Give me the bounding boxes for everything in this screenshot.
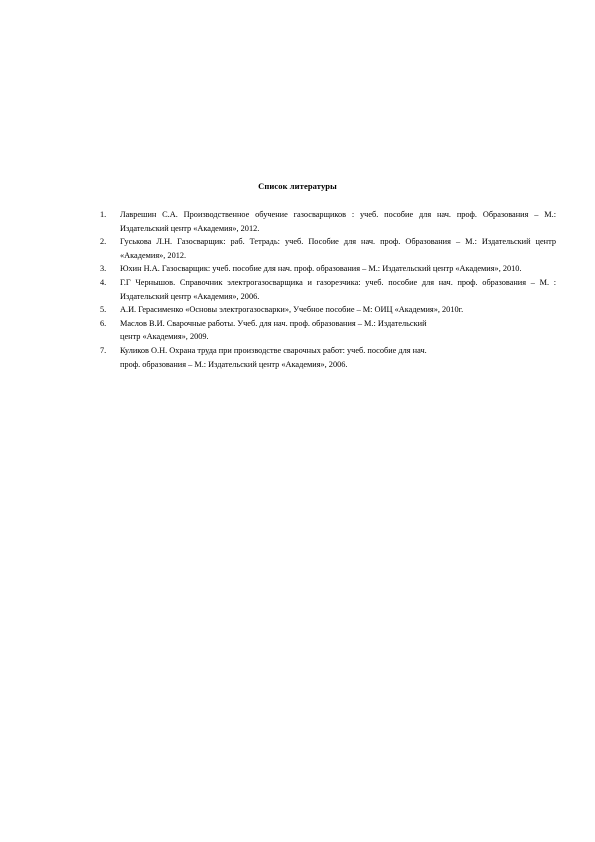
reference-item <box>100 317 556 344</box>
reference-number: 1. <box>100 210 107 219</box>
reference-text: Куликов О.Н. Охрана труда при производстве сварочных работ: учеб. пособие для нач. проф. образования – М.: Издательский центр «Академия», 2006. <box>120 345 427 369</box>
reference-text: Юхин Н.А. Газосварщик: учеб. пособие для нач. проф. образования – М.: Издательский центр «Академия», 2010. <box>120 264 522 274</box>
reference-number: 7. <box>100 345 107 355</box>
page-title: Список литературы <box>258 181 337 191</box>
reference-number: 6. <box>100 318 107 328</box>
reference-text: А.И. Герасименко «Основы электрогазосварки», Учебное пособие – М: ОИЦ «Академия», 2010г. <box>120 305 464 315</box>
reference-text: Гуськова Л.Н. Газосварщик: раб. Тетрадь: учеб. Пособие для нач. проф. Образования – М.: Издательский центр «Академия», 2012. <box>120 237 556 260</box>
reference-list <box>100 208 556 371</box>
reference-item <box>100 276 556 303</box>
reference-item <box>100 303 556 317</box>
reference-item <box>100 262 556 276</box>
reference-text: Лаврешин С.А. Производственное обучение газосварщиков : учеб. пособие для нач. проф. Образования – М.: Издательский центр «Академия», 2012. <box>120 210 556 233</box>
reference-number: 2. <box>100 237 107 247</box>
reference-item <box>100 344 556 371</box>
reference-number: 3. <box>100 264 107 274</box>
reference-number: 5. <box>100 305 107 315</box>
reference-item <box>100 235 556 262</box>
reference-text: Г.Г Чернышов. Справочник электрогазосварщика и газорезчика: учеб. пособие для нач. проф. образования – М. : Издательский центр «Академия», 2006. <box>120 277 556 301</box>
reference-text: Маслов В.И. Сварочные работы. Учеб. для нач. проф. образования – М.: Издательский центр «Академия», 2009. <box>120 318 427 342</box>
reference-number: 4. <box>100 277 107 287</box>
reference-item <box>100 208 556 235</box>
